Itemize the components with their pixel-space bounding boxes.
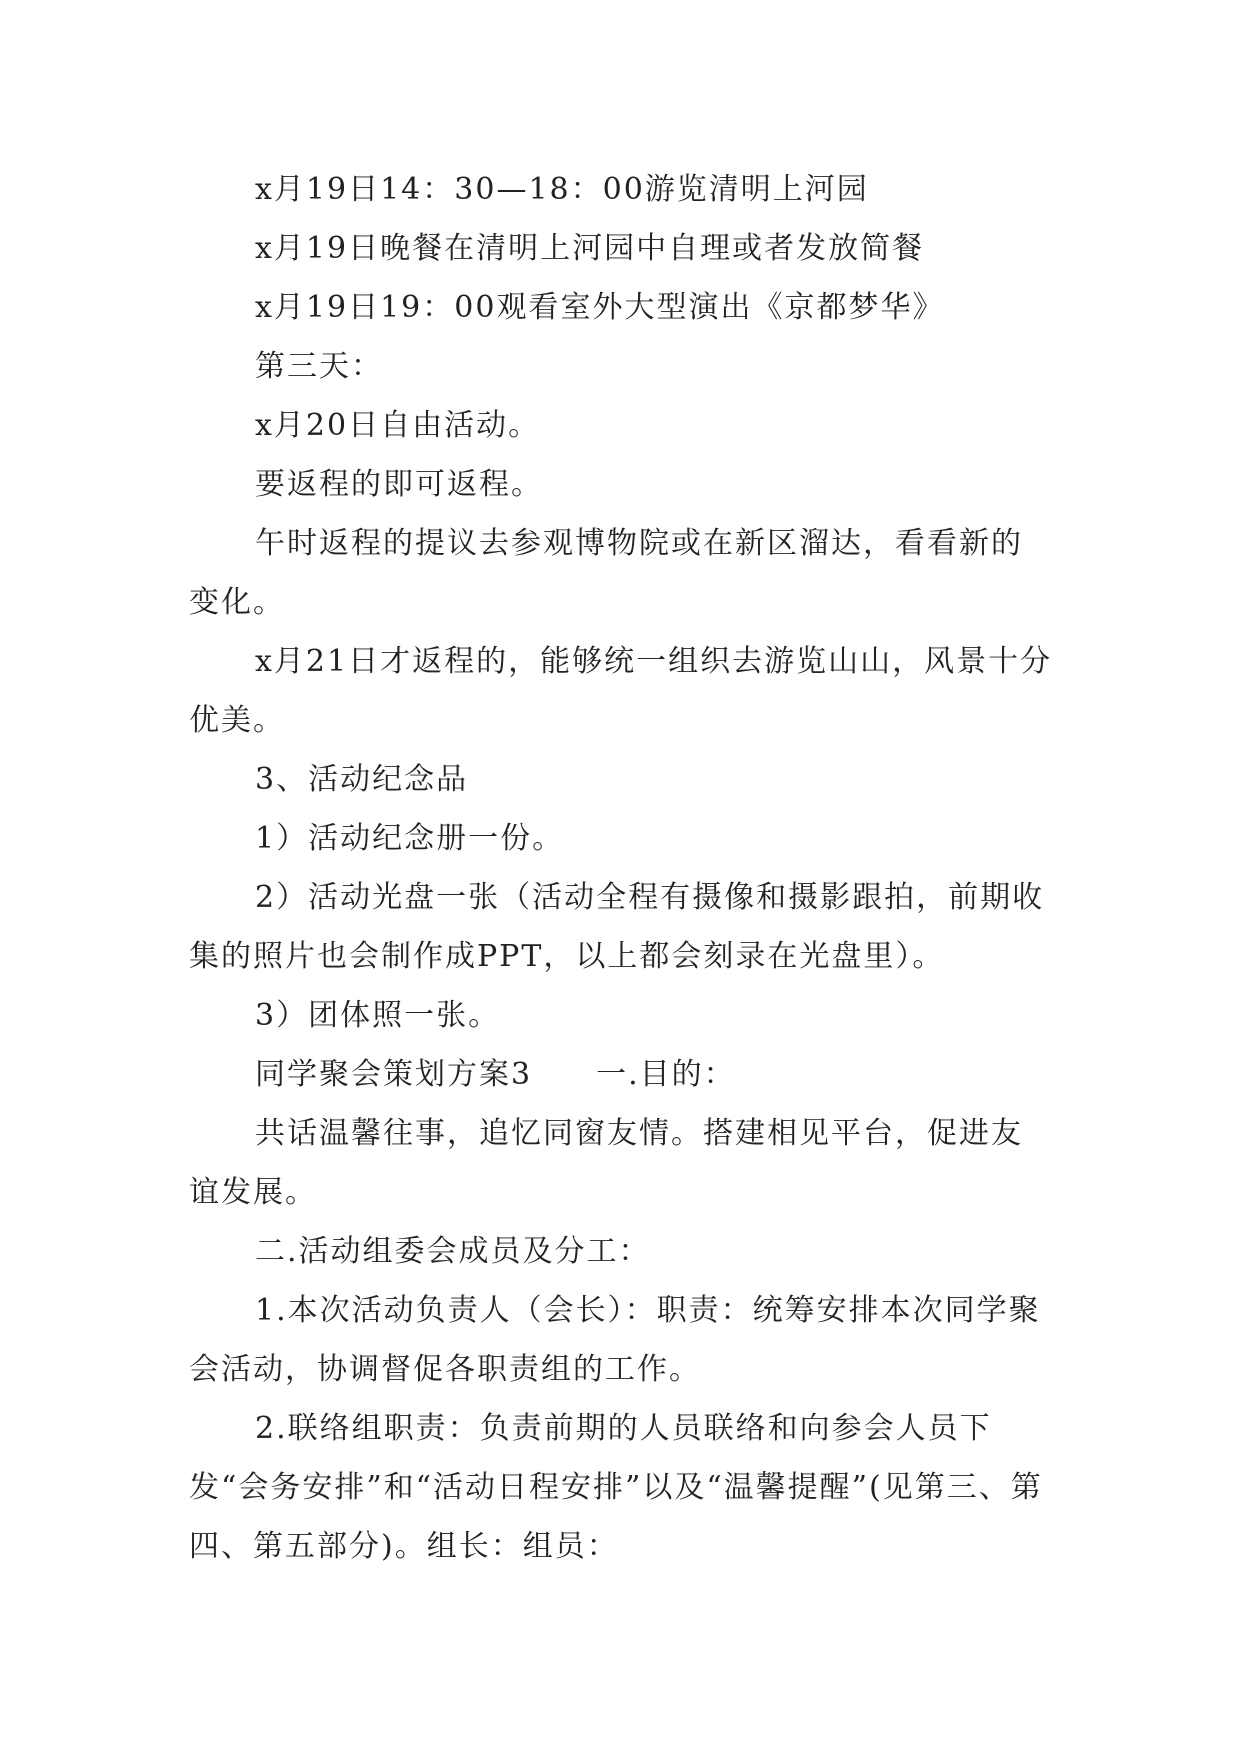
- paragraph-souvenir-disc: 2）活动光盘一张（活动全程有摄像和摄影跟拍，前期收集的照片也会制作成PPT，以上都会刻录在光盘里）。: [189, 880, 1045, 974]
- paragraph-plan-three-purpose-heading: 同学聚会策划方案3 一.目的：: [255, 1057, 736, 1092]
- paragraph-itinerary-qingming-tour: x月19日14：30—18：00游览清明上河园: [255, 172, 869, 207]
- paragraph-itinerary-dinner: x月19日晚餐在清明上河园中自理或者发放简餐: [255, 231, 925, 266]
- paragraph-late-return-tour: x月21日才返程的，能够统一组织去游览山山，风景十分优美。: [189, 644, 1053, 738]
- paragraph-committee-heading: 二.活动组委会成员及分工：: [255, 1234, 651, 1269]
- paragraph-noon-return-suggestion: 午时返程的提议去参观博物院或在新区溜达，看看新的变化。: [189, 526, 1023, 620]
- document-body: [189, 160, 1054, 1576]
- paragraph-day-three-heading: 第三天：: [255, 349, 383, 384]
- paragraph-chairman-duties: 1.本次活动负责人（会长）：职责：统筹安排本次同学聚会活动，协调督促各职责组的工作。: [189, 1293, 1041, 1387]
- paragraph-souvenir-album: 1）活动纪念册一份。: [255, 821, 565, 856]
- paragraph-souvenir-group-photo: 3）团体照一张。: [255, 998, 501, 1033]
- paragraph-liaison-group-duties: 2.联络组职责：负责前期的人员联络和向参会人员下发“会务安排”和“活动日程安排”以及“温馨提醒”(见第三、第四、第五部分)。组长：组员：: [189, 1411, 1043, 1564]
- paragraph-souvenirs-heading: 3、活动纪念品: [255, 762, 469, 797]
- paragraph-purpose-text: 共话温馨往事，追忆同窗友情。搭建相见平台，促进友谊发展。: [189, 1116, 1023, 1210]
- paragraph-itinerary-show: x月19日19：00观看室外大型演出《京都梦华》: [255, 290, 945, 325]
- paragraph-free-activity: x月20日自由活动。: [255, 408, 541, 443]
- paragraph-return-trip: 要返程的即可返程。: [255, 467, 543, 502]
